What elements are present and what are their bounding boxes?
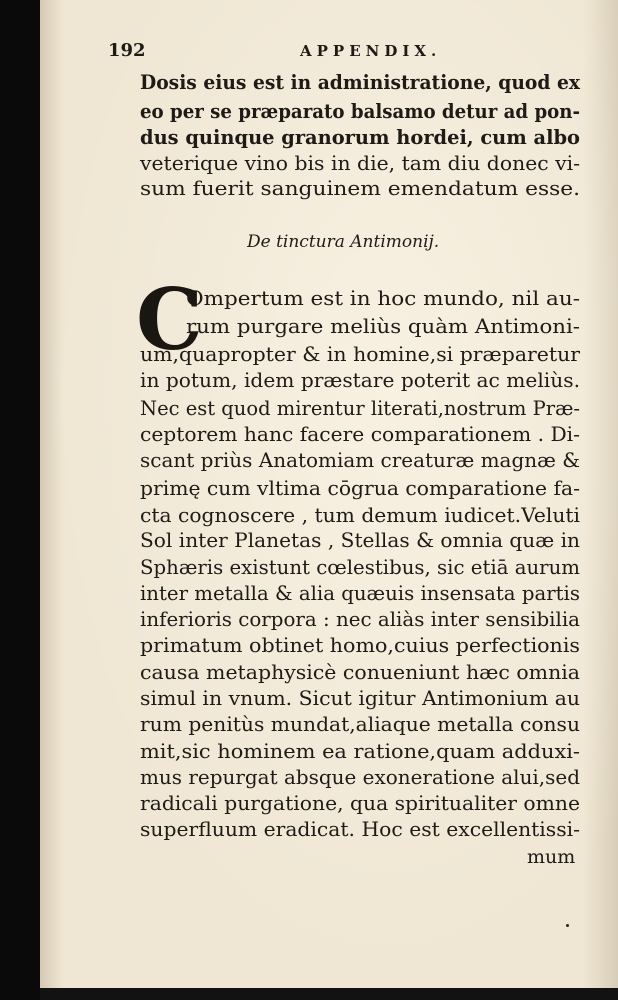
main-paragraph-line-1: Ompertum est in hoc mundo, nil au- (186, 287, 580, 310)
main-paragraph-line-19: mus repurgat absque exoneratione alui,sed (140, 766, 580, 789)
top-paragraph-line-1: Dosis eius est in administratione, quod ex (140, 71, 580, 94)
running-head: APPENDIX. (300, 42, 442, 60)
top-paragraph-line-4: veterique vino bis in die, tam diu donec vi- (140, 152, 580, 175)
main-paragraph-line-2: rum purgare meliùs quàm Antimoni- (186, 315, 580, 338)
ink-speck (566, 924, 569, 927)
top-paragraph-line-3: dus quinque granorum hordei, cum albo (140, 126, 580, 149)
main-paragraph-line-9: cta cognoscere , tum demum iudicet.Veluti (140, 504, 580, 527)
main-paragraph-line-20: radicali purgatione, qua spiritualiter omne (140, 792, 580, 815)
main-paragraph-line-3: um,quapropter & in homine,si præparetur (140, 343, 580, 366)
scan-border-bottom (40, 988, 618, 1000)
section-heading: De tinctura Antimonij. (247, 232, 440, 252)
dropcap-letter: C (136, 270, 203, 369)
main-paragraph-line-4: in potum, idem præstare poterit ac meliùs. (140, 369, 580, 392)
main-paragraph-line-21: superfluum eradicat. Hoc est excellentissi- (140, 818, 580, 841)
main-paragraph-line-11: Sphæris existunt cœlestibus, sic etiā aurum (140, 556, 580, 579)
main-paragraph-line-14: primatum obtinet homo,cuius perfectionis (140, 634, 580, 657)
main-paragraph-line-18: mit,sic hominem ea ratione,quam adduxi- (140, 740, 580, 763)
catchword: mum (527, 846, 576, 868)
main-paragraph-line-8: primę cum vltima cōgrua comparatione fa- (140, 477, 580, 500)
main-paragraph-line-5: Nec est quod mirentur literati,nostrum Præ- (140, 397, 580, 420)
main-paragraph-line-17: rum penitùs mundat,aliaque metalla consu (140, 713, 580, 736)
top-paragraph-line-5: sum fuerit sanguinem emendatum esse. (140, 177, 580, 200)
main-paragraph-line-7: scant priùs Anatomiam creaturæ magnæ & (140, 449, 580, 472)
main-paragraph-line-16: simul in vnum. Sicut igitur Antimonium au (140, 687, 580, 710)
main-paragraph-line-15: causa metaphysicè conueniunt hæc omnia (140, 661, 580, 684)
main-paragraph-line-12: inter metalla & alia quæuis insensata partis (140, 582, 580, 605)
main-paragraph-line-10: Sol inter Planetas , Stellas & omnia quæ in (140, 529, 580, 552)
scan-border-left (0, 0, 40, 1000)
top-paragraph-line-2: eo per se præparato balsamo detur ad pon- (140, 100, 580, 123)
main-paragraph-line-13: inferioris corpora : nec aliàs inter sensibilia (140, 608, 580, 631)
page-number: 192 (108, 40, 146, 61)
main-paragraph-line-6: ceptorem hanc facere comparationem . Di- (140, 423, 580, 446)
